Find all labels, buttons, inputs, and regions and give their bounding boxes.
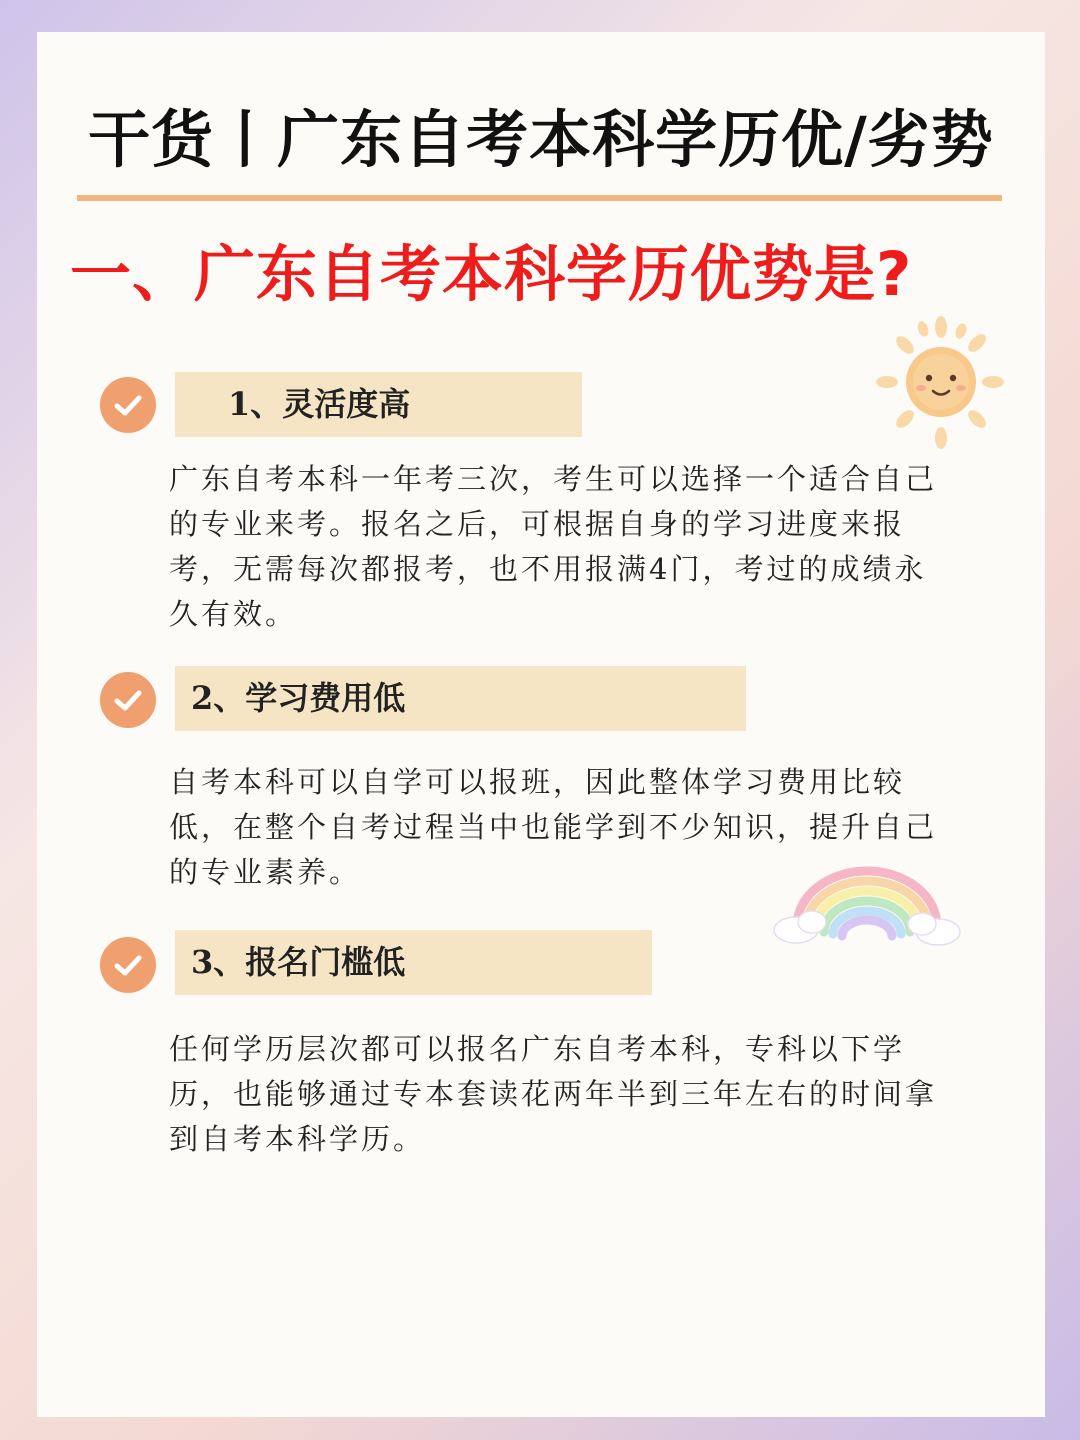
- section-heading: 一、广东自考本科学历优势是?: [70, 239, 913, 310]
- content-card: [37, 32, 1045, 1417]
- check-circle-icon: [100, 937, 156, 993]
- title-divider: [77, 195, 1002, 201]
- check-circle-icon: [100, 672, 156, 728]
- rainbow-icon: [772, 864, 962, 953]
- item-label-flexibility: 1、灵活度高: [175, 372, 582, 437]
- item-body-flexibility: 广东自考本科一年考三次，考生可以选择一个适合自己的专业来考。报名之后，可根据自身的学习进度来报考，无需每次都报考，也不用报满4门，考过的成绩永久有效。: [169, 462, 938, 631]
- item-body-low-threshold: 任何学历层次都可以报名广东自考本科，专科以下学历，也能够通过专本套读花两年半到三年左右的时间拿到自考本科学历。: [169, 1032, 938, 1156]
- item-body-low-cost: 自考本科可以自学可以报班，因此整体学习费用比较低，在整个自考过程当中也能学到不少知识，提升自己的专业素养。: [169, 765, 938, 889]
- sun-icon: [861, 315, 1011, 459]
- item-label-low-cost: 2、学习费用低: [175, 666, 746, 731]
- item-label-low-threshold: 3、报名门槛低: [175, 930, 652, 995]
- page-title: 干货丨广东自考本科学历优/劣势: [88, 103, 994, 176]
- check-circle-icon: [100, 377, 156, 433]
